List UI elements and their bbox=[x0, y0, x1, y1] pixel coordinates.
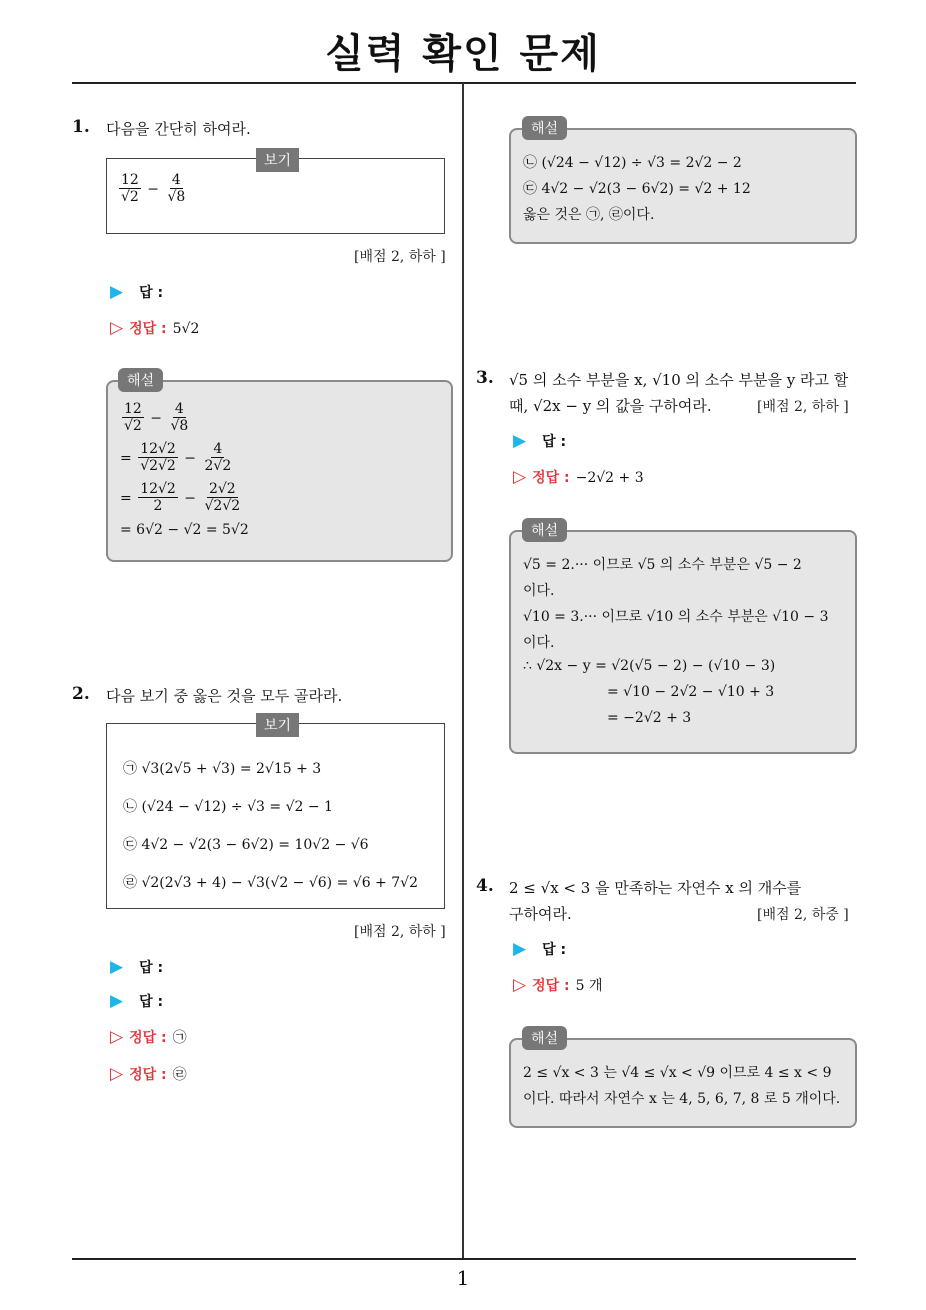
q4-meta: [배점 2, 하중 ] bbox=[757, 907, 849, 923]
jeongdap-label: 정답 : bbox=[129, 321, 167, 337]
q1-frac2: $\frac{4}{√8}$ bbox=[167, 172, 186, 206]
page-number: 1 bbox=[456, 1266, 470, 1290]
q2-sol-line: 옳은 것은 ㉠, ㉣이다. bbox=[523, 207, 655, 223]
q2-item: ㉠ √3(2√5 + √3) = 2√15 + 3 bbox=[123, 761, 322, 777]
q4-correct-answer bbox=[513, 975, 603, 995]
q2-number: 2. bbox=[72, 684, 90, 704]
dap-label: 답 : bbox=[542, 942, 567, 958]
q1-sol-line4: = 6√2 − √2 = 5√2 bbox=[120, 522, 249, 538]
q2-answer-value: ㉠ bbox=[172, 1030, 187, 1046]
q2-answer-field-2[interactable] bbox=[110, 991, 163, 1011]
play-icon: ▶ bbox=[110, 957, 124, 977]
q2-correct-answer-1 bbox=[110, 1027, 187, 1047]
q1-number: 1. bbox=[72, 117, 90, 137]
play-icon: ▶ bbox=[110, 282, 124, 302]
page-title: 실력 확인 문제 bbox=[325, 31, 601, 77]
q1-frac1: $\frac{12}{√2}$ bbox=[121, 172, 139, 206]
q3-number: 3. bbox=[476, 368, 494, 388]
q3-solution-box bbox=[509, 530, 857, 754]
outline-triangle-icon: ▷ bbox=[513, 975, 527, 995]
q2-solution-box bbox=[509, 128, 857, 244]
q3-sol-line: = −2√2 + 3 bbox=[607, 710, 692, 726]
jeongdap-label: 정답 : bbox=[532, 978, 570, 994]
q2-sol-line: ㉡ (√24 − √12) ÷ √3 = 2√2 − 2 bbox=[523, 155, 742, 171]
q4-sol-line: 2 ≤ √x < 3 는 √4 ≤ √x < √9 이므로 4 ≤ x < 9 bbox=[523, 1065, 832, 1081]
jeongdap-label: 정답 : bbox=[532, 470, 570, 486]
q4-text-line1: 2 ≤ √x < 3 을 만족하는 자연수 x 의 개수를 bbox=[509, 879, 802, 897]
q1-sol-line3: = $\frac{12√2}{2}$ − $\frac{2√2}{√2√2}$ bbox=[120, 481, 241, 515]
q2-item: ㉣ √2(2√3 + 4) − √3(√2 − √6) = √6 + 7√2 bbox=[123, 875, 418, 891]
q3-answer-value: −2√2 + 3 bbox=[575, 470, 644, 486]
q4-solution-box bbox=[509, 1038, 857, 1128]
q2-text: 다음 보기 중 옳은 것을 모두 골라라. bbox=[106, 687, 343, 705]
q1-minus: − bbox=[147, 181, 160, 198]
q1-answer-field[interactable] bbox=[110, 282, 163, 302]
q2-answer-value: ㉣ bbox=[172, 1067, 187, 1083]
footer-divider bbox=[72, 1258, 856, 1260]
q2-bogi-box bbox=[106, 723, 445, 909]
play-icon: ▶ bbox=[513, 939, 527, 959]
play-icon: ▶ bbox=[110, 991, 124, 1011]
q1-sol-line2: = $\frac{12√2}{√2√2}$ − $\frac{4}{2√2}$ bbox=[120, 441, 232, 475]
q3-text-line2: 때, √2x − y 의 값을 구하여라. bbox=[509, 397, 712, 415]
q3-meta: [배점 2, 하하 ] bbox=[757, 399, 849, 415]
q2-sol-line: ㉢ 4√2 − √2(3 − 6√2) = √2 + 12 bbox=[523, 181, 751, 197]
jeongdap-label: 정답 : bbox=[129, 1030, 167, 1046]
q1-text: 다음을 간단히 하여라. bbox=[106, 120, 251, 138]
q1-solution-box bbox=[106, 380, 453, 562]
q3-sol-line: √5 = 2.··· 이므로 √5 의 소수 부분은 √5 − 2 bbox=[523, 557, 802, 573]
q1-answer-value: 5√2 bbox=[172, 321, 200, 337]
q3-solution-label: 해설 bbox=[522, 518, 567, 542]
q3-sol-line: 이다. bbox=[523, 635, 555, 651]
q3-sol-line: 이다. bbox=[523, 583, 555, 599]
q1-bogi-label: 보기 bbox=[256, 148, 299, 172]
outline-triangle-icon: ▷ bbox=[110, 1027, 124, 1047]
q2-item: ㉢ 4√2 − √2(3 − 6√2) = 10√2 − √6 bbox=[123, 837, 369, 853]
q1-solution-label: 해설 bbox=[118, 368, 163, 392]
play-icon: ▶ bbox=[513, 431, 527, 451]
outline-triangle-icon: ▷ bbox=[513, 467, 527, 487]
q2-item: ㉡ (√24 − √12) ÷ √3 = √2 − 1 bbox=[123, 799, 333, 815]
q1-meta: [배점 2, 하하 ] bbox=[354, 249, 446, 265]
q2-answer-field-1[interactable] bbox=[110, 957, 163, 977]
q3-correct-answer bbox=[513, 467, 644, 487]
q4-text-line2: 구하여라. bbox=[509, 905, 572, 923]
dap-label: 답 : bbox=[139, 960, 164, 976]
q3-sol-line: √10 = 3.··· 이므로 √10 의 소수 부분은 √10 − 3 bbox=[523, 609, 829, 625]
q1-correct-answer bbox=[110, 318, 199, 338]
dap-label: 답 : bbox=[139, 285, 164, 301]
q4-answer-field[interactable] bbox=[513, 939, 566, 959]
q3-answer-field[interactable] bbox=[513, 431, 566, 451]
dap-label: 답 : bbox=[542, 434, 567, 450]
q3-sol-line: ∴ √2x − y = √2(√5 − 2) − (√10 − 3) bbox=[523, 658, 776, 674]
dap-label: 답 : bbox=[139, 994, 164, 1010]
jeongdap-label: 정답 : bbox=[129, 1067, 167, 1083]
q1-expression bbox=[117, 173, 189, 206]
q4-solution-label: 해설 bbox=[522, 1026, 567, 1050]
q2-bogi-label: 보기 bbox=[256, 713, 299, 737]
q4-sol-line: 이다. 따라서 자연수 x 는 4, 5, 6, 7, 8 로 5 개이다. bbox=[523, 1091, 841, 1107]
header-divider bbox=[72, 82, 856, 84]
q3-text-line1: √5 의 소수 부분을 x, √10 의 소수 부분을 y 라고 할 bbox=[509, 371, 849, 389]
q2-meta: [배점 2, 하하 ] bbox=[354, 924, 446, 940]
q1-sol-line1: $\frac{12}{√2}$ − $\frac{4}{√8}$ bbox=[124, 401, 189, 435]
q4-number: 4. bbox=[476, 876, 494, 896]
q4-answer-value: 5 개 bbox=[575, 978, 603, 994]
outline-triangle-icon: ▷ bbox=[110, 1064, 124, 1084]
column-divider bbox=[462, 83, 464, 1259]
q2-correct-answer-2 bbox=[110, 1064, 187, 1084]
q3-sol-line: = √10 − 2√2 − √10 + 3 bbox=[607, 684, 775, 700]
q2-solution-label: 해설 bbox=[522, 116, 567, 140]
outline-triangle-icon: ▷ bbox=[110, 318, 124, 338]
